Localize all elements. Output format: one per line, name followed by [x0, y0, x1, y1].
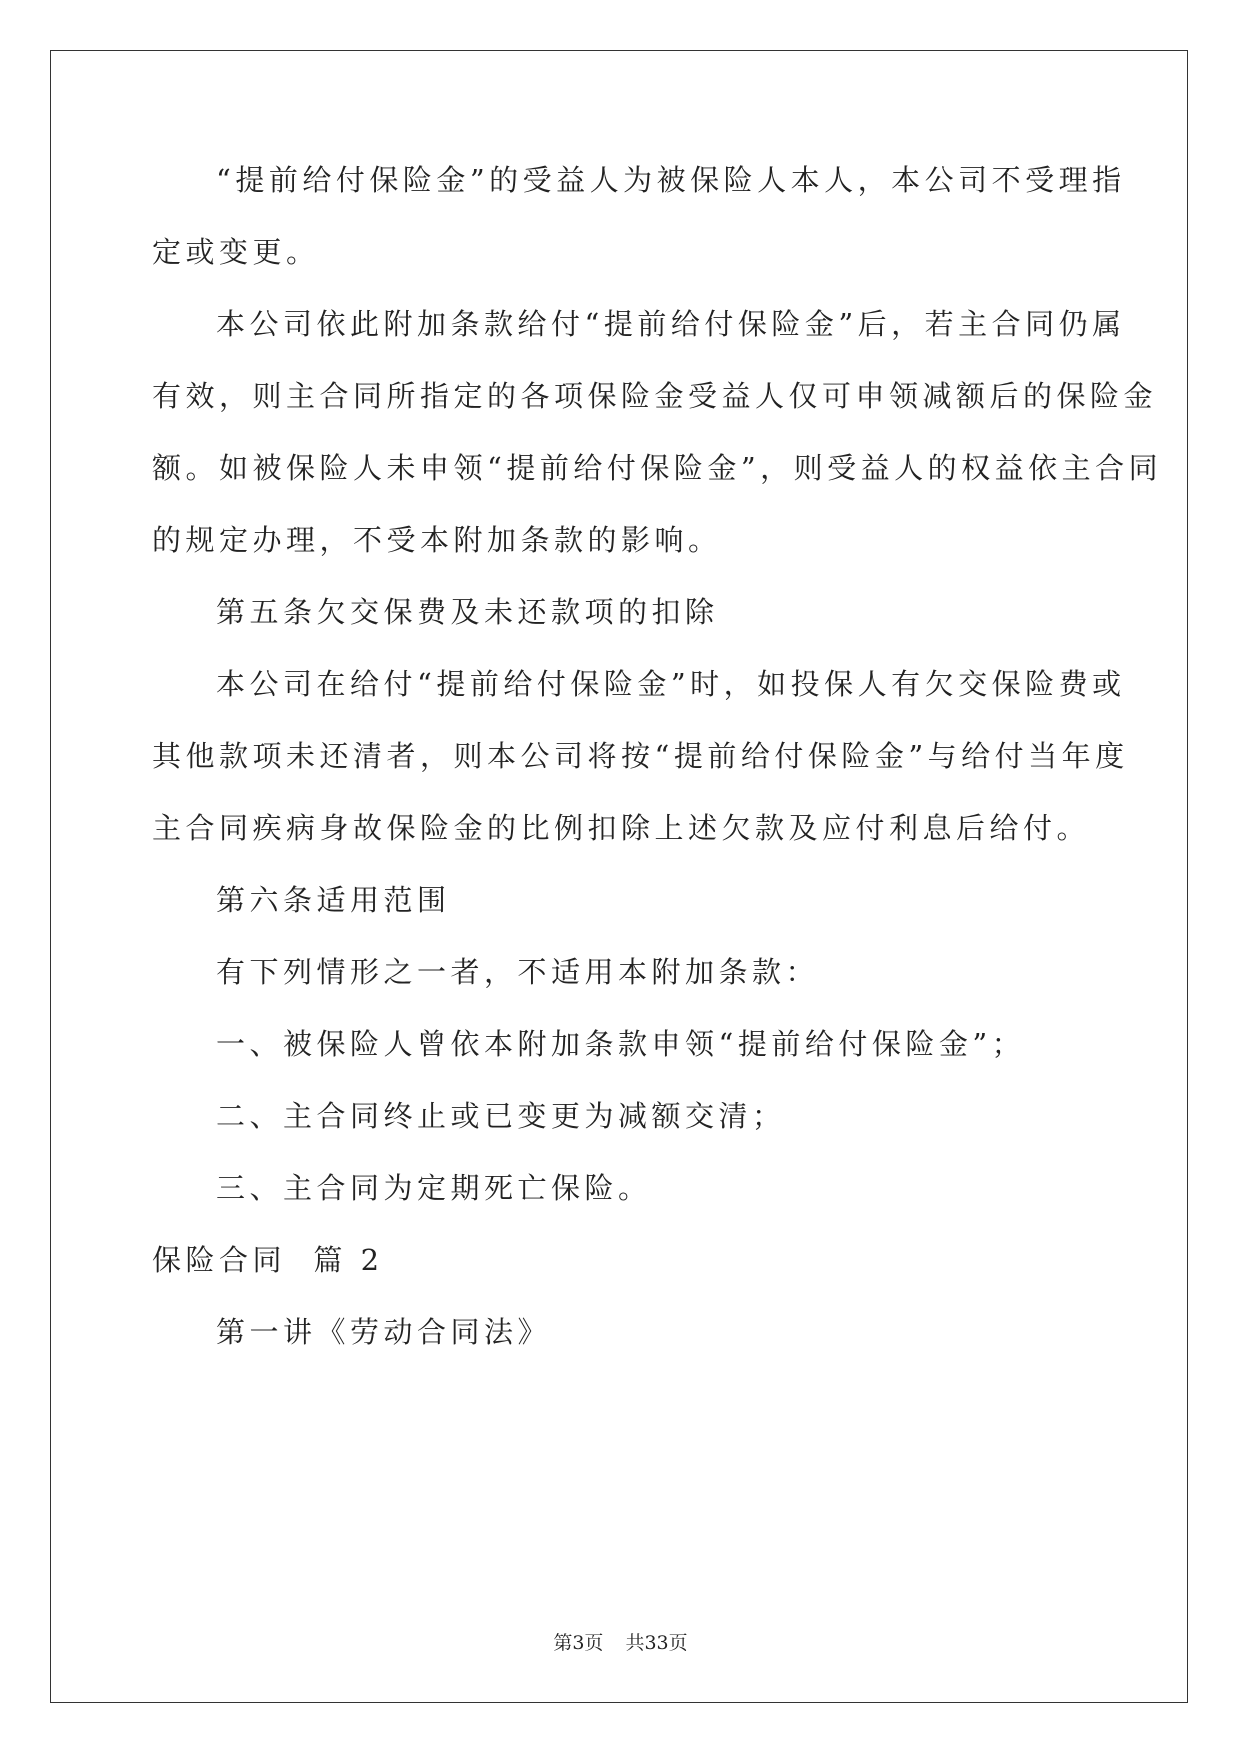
paragraph-line: 有下列情形之一者，不适用本附加条款： [216, 955, 820, 989]
paragraph-line: 有效，则主合同所指定的各项保险金受益人仅可申领减额后的保险金 [152, 379, 1158, 413]
page-number: 第3页 [553, 1632, 604, 1654]
paragraph-line: 其他款项未还清者，则本公司将按“提前给付保险金”与给付当年度 [152, 739, 1129, 773]
page-total: 共33页 [625, 1632, 688, 1654]
section-heading: 第六条适用范围 [216, 883, 451, 917]
page-footer [0, 1630, 1241, 1656]
paragraph-line: 定或变更。 [152, 235, 320, 269]
section-heading: 第一讲《劳动合同法》 [216, 1315, 552, 1349]
section-heading: 第五条欠交保费及未还款项的扣除 [216, 595, 719, 629]
list-item: 二、主合同终止或已变更为减额交清； [216, 1099, 786, 1133]
paragraph-line: 本公司在给付“提前给付保险金”时，如投保人有欠交保险费或 [216, 667, 1126, 701]
paragraph-line: “提前给付保险金”的受益人为被保险人本人，本公司不受理指 [216, 163, 1126, 197]
page-border [50, 50, 1188, 1703]
chapter-title: 保险合同 篇 2 [152, 1243, 384, 1277]
paragraph-line: 本公司依此附加条款给付“提前给付保险金”后，若主合同仍属 [216, 307, 1126, 341]
list-item: 三、主合同为定期死亡保险。 [216, 1171, 652, 1205]
paragraph-line: 的规定办理，不受本附加条款的影响。 [152, 523, 722, 557]
list-item: 一、被保险人曾依本附加条款申领“提前给付保险金”； [216, 1027, 1026, 1061]
paragraph-line: 主合同疾病身故保险金的比例扣除上述欠款及应付利息后给付。 [152, 811, 1091, 845]
paragraph-line: 额。如被保险人未申领“提前给付保险金”，则受益人的权益依主合同 [152, 451, 1163, 485]
